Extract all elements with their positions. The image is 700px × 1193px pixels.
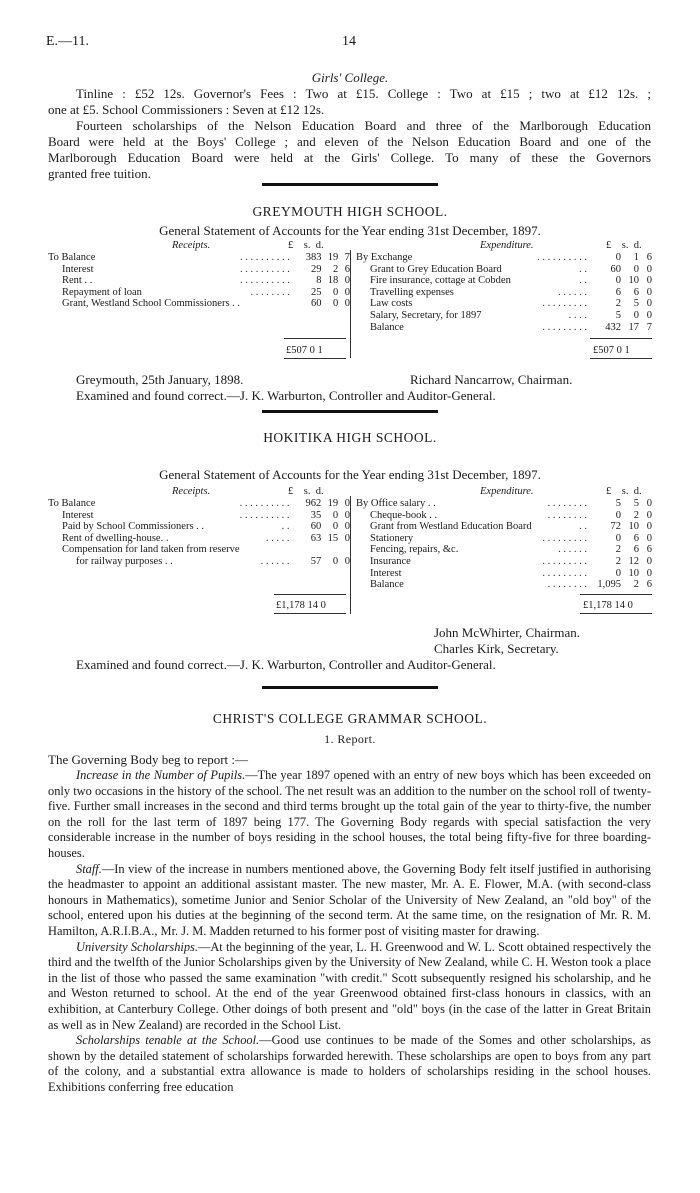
greymouth-place-date: Greymouth, 25th January, 1898. bbox=[76, 372, 244, 387]
amount-shillings bbox=[321, 544, 338, 556]
leader-dots: . . bbox=[579, 521, 587, 533]
greymouth-receipts-head: Receipts. bbox=[172, 240, 211, 251]
paragraph-scholarships bbox=[48, 1033, 651, 1095]
account-label: Balance bbox=[370, 321, 404, 333]
amount-pounds: 29 bbox=[311, 263, 322, 275]
account-label: Paid by School Commissioners . . bbox=[62, 521, 205, 533]
leader-dots bbox=[240, 544, 294, 556]
amount-pounds: 432 bbox=[605, 321, 621, 333]
amount-pounds: 0 bbox=[615, 567, 621, 579]
account-label: Repayment of loan bbox=[62, 286, 142, 298]
amount-pounds: 0 bbox=[615, 532, 621, 544]
account-label: Balance bbox=[370, 579, 404, 591]
amount-shillings: 10 bbox=[628, 275, 639, 287]
amount-pence: 0 bbox=[344, 498, 350, 509]
account-row bbox=[48, 298, 350, 310]
greymouth-statement: General Statement of Accounts for the Year ending 31st December, 1897. bbox=[159, 223, 541, 238]
total-rule bbox=[274, 613, 346, 614]
total-rule bbox=[580, 594, 652, 595]
paragraph-staff bbox=[48, 862, 651, 940]
amount-shillings: 19 bbox=[327, 498, 339, 509]
amount-shillings: 17 bbox=[628, 321, 639, 333]
amount-shillings: 5 bbox=[633, 498, 639, 509]
amount-pounds: 35 bbox=[310, 509, 322, 521]
currency-shilling: s. bbox=[303, 240, 311, 251]
amount-shillings: 6 bbox=[633, 532, 639, 544]
amount-pence: 0 bbox=[646, 509, 652, 521]
leader-dots: . . . . . . . . . . bbox=[240, 252, 290, 263]
account-row bbox=[356, 579, 652, 591]
amount-shillings: 0 bbox=[332, 521, 339, 533]
girls-college-para-line: Marlborough Education Board were held at the Girls' College. To many of these the Governors bbox=[48, 150, 651, 165]
christs-body bbox=[48, 768, 651, 1095]
amount-pence: 0 bbox=[646, 521, 652, 533]
account-label: Law costs bbox=[370, 298, 413, 310]
hokitika-receipts-head: Receipts. bbox=[172, 486, 211, 497]
account-row bbox=[48, 252, 350, 264]
leader-dots: . . bbox=[579, 275, 587, 287]
amount-pence: 0 bbox=[646, 263, 652, 275]
account-row bbox=[356, 264, 652, 276]
leader-dots: . . . . . . . . . bbox=[542, 321, 587, 333]
hokitika-expenditure-head: Expenditure. bbox=[480, 486, 534, 497]
account-row bbox=[356, 298, 652, 310]
amount-shillings: 0 bbox=[332, 555, 339, 567]
hokitika-total-right: £1,178 14 0 bbox=[583, 600, 633, 611]
currency-shilling: s. bbox=[621, 486, 629, 497]
leader-dots: . . . . . . . . bbox=[547, 509, 587, 521]
amount-pence: 6 bbox=[344, 263, 350, 275]
leader-dots: . . . . . . . . bbox=[547, 579, 587, 591]
account-label: Stationery bbox=[370, 532, 414, 544]
paragraph-increase bbox=[48, 768, 651, 862]
amount-shillings: 5 bbox=[633, 298, 639, 310]
amount-pounds: 2 bbox=[615, 555, 621, 567]
account-label: Interest bbox=[62, 263, 94, 275]
amount-pounds: 57 bbox=[310, 555, 322, 567]
amount-shillings: 0 bbox=[333, 298, 339, 310]
leader-dots: . . . . . . . . . bbox=[542, 532, 587, 544]
currency-pound: £ bbox=[606, 240, 612, 251]
leader-dots: . . bbox=[281, 521, 290, 533]
account-row bbox=[356, 287, 652, 299]
greymouth-examined: Examined and found correct.—J. K. Warburton, Controller and Auditor-General. bbox=[76, 388, 496, 403]
currency-pound: £ bbox=[288, 240, 294, 251]
amount-pounds: 60 bbox=[311, 298, 322, 310]
account-label: Travelling expenses bbox=[370, 286, 454, 298]
girls-college-line1: Tinline : £52 12s. Governor's Fees : Two at £15. College : Two at £15 ; two at £12 12s. ; bbox=[76, 86, 651, 101]
account-label: Fencing, repairs, &c. bbox=[370, 544, 459, 556]
hokitika-total-left: £1,178 14 0 bbox=[276, 600, 326, 611]
amount-pounds: 8 bbox=[316, 275, 322, 287]
amount-shillings: 6 bbox=[633, 544, 639, 556]
account-label: Interest bbox=[370, 567, 402, 579]
amount-pence: 0 bbox=[646, 275, 652, 287]
girls-college-para-line: Fourteen scholarships of the Nelson Education Board and three of the Marlborough Education bbox=[76, 118, 651, 133]
leader-dots bbox=[240, 298, 294, 310]
greymouth-title: GREYMOUTH HIGH SCHOOL. bbox=[252, 204, 448, 219]
account-label: Fire insurance, cottage at Cobden bbox=[370, 275, 511, 287]
amount-pence: 6 bbox=[646, 579, 652, 591]
amount-pounds: 5 bbox=[615, 498, 621, 509]
greymouth-expenditure-head: Expenditure. bbox=[480, 240, 534, 251]
hokitika-currency-right bbox=[606, 486, 642, 498]
amount-pence: 0 bbox=[344, 275, 350, 287]
account-label: Insurance bbox=[370, 555, 411, 567]
hokitika-signatory2: Charles Kirk, Secretary. bbox=[434, 641, 559, 656]
hokitika-signatory1: John McWhirter, Chairman. bbox=[434, 625, 581, 640]
amount-pounds: 60 bbox=[610, 263, 621, 275]
account-row bbox=[48, 264, 350, 276]
currency-pound: £ bbox=[288, 486, 294, 497]
account-label: Compensation for land taken from reserve bbox=[62, 544, 240, 556]
amount-pounds: 383 bbox=[305, 252, 322, 263]
account-row bbox=[356, 533, 652, 545]
amount-pounds: 1,095 bbox=[597, 579, 621, 591]
column-divider bbox=[350, 250, 351, 358]
account-row bbox=[356, 252, 652, 264]
girls-college-heading: Girls' College. bbox=[311, 70, 389, 85]
amount-pence bbox=[338, 544, 350, 556]
account-row bbox=[356, 568, 652, 580]
account-row bbox=[356, 544, 652, 556]
section-divider bbox=[262, 410, 438, 413]
leader-dots: . . . . . . bbox=[558, 544, 587, 556]
account-row bbox=[356, 322, 652, 334]
leader-dots: . . . . bbox=[568, 309, 587, 321]
greymouth-expenditure-table bbox=[356, 252, 652, 333]
amount-pence: 0 bbox=[646, 532, 652, 544]
amount-pence: 0 bbox=[646, 498, 652, 509]
christs-report-head: 1. Report. bbox=[324, 732, 376, 746]
amount-shillings: 19 bbox=[327, 252, 339, 263]
amount-pence: 0 bbox=[646, 555, 652, 567]
hokitika-statement: General Statement of Accounts for the Year ending 31st December, 1897. bbox=[159, 467, 541, 482]
account-row bbox=[48, 544, 350, 556]
amount-pence: 0 bbox=[646, 309, 652, 321]
amount-pence: 6 bbox=[646, 252, 652, 263]
greymouth-signatory: Richard Nancarrow, Chairman. bbox=[410, 372, 573, 387]
section-divider bbox=[262, 183, 438, 186]
amount-pence: 7 bbox=[646, 321, 652, 333]
amount-pounds: 63 bbox=[310, 532, 322, 544]
amount-shillings: 10 bbox=[628, 567, 639, 579]
account-row bbox=[48, 498, 350, 510]
account-row bbox=[356, 510, 652, 522]
scholarships-heading: Scholarships tenable at the School. bbox=[76, 1033, 260, 1048]
staff-heading: Staff. bbox=[76, 861, 102, 876]
amount-pence: 0 bbox=[344, 298, 350, 310]
account-row bbox=[48, 533, 350, 545]
account-label: Grant from Westland Education Board bbox=[370, 521, 532, 533]
total-rule bbox=[590, 338, 652, 339]
amount-pence: 0 bbox=[344, 521, 350, 533]
leader-dots: . . . . . . . . . . bbox=[239, 509, 290, 521]
increase-heading: Increase in the Number of Pupils. bbox=[76, 768, 246, 782]
amount-shillings: 18 bbox=[327, 275, 339, 287]
account-row bbox=[356, 556, 652, 568]
amount-pounds: 0 bbox=[615, 252, 621, 263]
account-label: Salary, Secretary, for 1897 bbox=[370, 309, 482, 321]
account-label: Rent . . bbox=[62, 275, 93, 287]
account-label: To Balance bbox=[48, 252, 96, 263]
christs-intro: The Governing Body beg to report :— bbox=[48, 752, 249, 767]
leader-dots: . . . . . . . . bbox=[250, 286, 290, 298]
account-row bbox=[48, 510, 350, 522]
amount-shillings: 1 bbox=[633, 252, 639, 263]
amount-shillings: 10 bbox=[628, 521, 639, 533]
greymouth-currency-left bbox=[288, 240, 324, 252]
leader-dots: . . . . . . . . . bbox=[542, 298, 587, 310]
amount-pounds: 0 bbox=[615, 275, 621, 287]
university-heading: University Scholarships. bbox=[76, 939, 198, 954]
amount-pounds: 2 bbox=[615, 298, 621, 310]
leader-dots: . . . . . . . . . bbox=[542, 555, 587, 567]
hokitika-receipts-table bbox=[48, 498, 350, 568]
amount-pounds bbox=[293, 544, 321, 556]
column-divider bbox=[350, 496, 351, 614]
amount-shillings: 6 bbox=[633, 286, 639, 298]
currency-pence: d. bbox=[633, 240, 642, 251]
leader-dots: . . bbox=[579, 263, 587, 275]
amount-pence: 6 bbox=[646, 544, 652, 556]
amount-pence: 7 bbox=[344, 252, 350, 263]
account-row bbox=[356, 310, 652, 322]
paragraph-university bbox=[48, 940, 651, 1034]
amount-pence: 0 bbox=[344, 532, 350, 544]
leader-dots: . . . . . . . . . bbox=[542, 567, 587, 579]
leader-dots: . . . . . . . . . . bbox=[537, 252, 587, 263]
amount-shillings: 0 bbox=[633, 309, 639, 321]
account-label: Cheque-book . . bbox=[370, 509, 438, 521]
account-row bbox=[48, 287, 350, 299]
amount-shillings: 0 bbox=[633, 263, 639, 275]
total-rule bbox=[580, 613, 652, 614]
greymouth-currency-right bbox=[606, 240, 642, 252]
amount-shillings: 0 bbox=[333, 286, 339, 298]
total-rule bbox=[590, 358, 652, 359]
currency-pence: d. bbox=[315, 240, 324, 251]
girls-college-para-last: granted free tuition. bbox=[48, 166, 151, 181]
leader-dots: . . . . . . . . bbox=[547, 498, 587, 509]
amount-shillings: 15 bbox=[327, 532, 339, 544]
amount-pence: 0 bbox=[646, 286, 652, 298]
currency-pence: d. bbox=[315, 486, 324, 497]
account-row bbox=[356, 275, 652, 287]
amount-pounds: 2 bbox=[615, 544, 621, 556]
leader-dots: . . . . . . bbox=[558, 286, 587, 298]
account-label: Grant, Westland School Commissioners . . bbox=[62, 298, 241, 310]
scholarships-text: —Good use continues to be made of the Somes and other scholarships, as shown by the detailed statement of scholarships forwarded herewith. These scholarships are open to boys from any part of the colony, and a substantial extra allowance is made to holders of scholarships residing in the school houses. Exhibitions conferring free education bbox=[48, 1033, 652, 1094]
account-label: By Office salary . . bbox=[356, 498, 436, 509]
currency-pound: £ bbox=[606, 486, 612, 497]
amount-shillings: 12 bbox=[628, 555, 639, 567]
amount-pounds: 5 bbox=[615, 309, 621, 321]
greymouth-total-left: £507 0 1 bbox=[286, 345, 323, 356]
girls-college-para-line: Board were held at the Boys' College ; and eleven of the Nelson Education Board and one of the bbox=[48, 134, 651, 149]
leader-dots: . . . . . bbox=[265, 532, 290, 544]
amount-pounds: 72 bbox=[610, 521, 621, 533]
account-row bbox=[48, 521, 350, 533]
amount-pence: 0 bbox=[646, 298, 652, 310]
amount-pounds: 6 bbox=[615, 286, 621, 298]
currency-pence: d. bbox=[633, 486, 642, 497]
amount-pence: 0 bbox=[646, 567, 652, 579]
total-rule bbox=[284, 358, 346, 359]
amount-pounds: 0 bbox=[615, 509, 621, 521]
page-code: E.—11. bbox=[46, 34, 90, 49]
staff-text: —In view of the increase in numbers mentioned above, the Governing Body felt itself justified in authorising the headmaster to appoint an additional assistant master. The new master, Mr. A. E. Flower, M.A. (with second-class honours in Mathematics), sometime Junior and Senior Scholar of the University of New Zealand, an "old boy" of the school, entered upon his duties at the beginning of the second term. At the same time, on the resignation of Mr. R. M. Hamilton, A.R.I.B.A., Mr. J. M. Madden returned to his former post of visiting master for drawing. bbox=[48, 861, 651, 938]
amount-shillings: 2 bbox=[633, 579, 639, 591]
account-label: Rent of dwelling-house. . bbox=[62, 532, 169, 544]
greymouth-receipts-table bbox=[48, 252, 350, 310]
section-divider bbox=[262, 686, 438, 689]
amount-shillings: 0 bbox=[332, 509, 339, 521]
account-row bbox=[356, 521, 652, 533]
hokitika-currency-left bbox=[288, 486, 324, 498]
leader-dots: . . . . . . bbox=[260, 555, 290, 567]
account-label: Interest bbox=[62, 509, 94, 521]
total-rule bbox=[274, 594, 346, 595]
greymouth-total-right: £507 0 1 bbox=[593, 345, 630, 356]
amount-shillings: 2 bbox=[633, 509, 639, 521]
account-label: To Balance bbox=[48, 498, 96, 509]
account-label: Grant to Grey Education Board bbox=[370, 263, 502, 275]
amount-pence: 0 bbox=[344, 555, 350, 567]
amount-pounds: 60 bbox=[310, 521, 322, 533]
hokitika-title: HOKITIKA HIGH SCHOOL. bbox=[263, 430, 437, 445]
amount-pence: 0 bbox=[344, 509, 350, 521]
account-label: for railway purposes . . bbox=[76, 555, 173, 567]
increase-text: —The year 1897 opened with an entry of new boys which has been exceeded on only two occasions in the history of the school. The net result was an addition to the number on the school roll of twenty-five. Further small increases in the second and third terms brought up the total gain of the year to thirty-five, the number on the roll for the last term of 1897 being 177. The Governing Body regards with special satisfaction the very considerable increase in the number of boys residing in the school houses, the total being fifty-five for three boarding-houses. bbox=[48, 768, 651, 860]
leader-dots: . . . . . . . . . . bbox=[240, 275, 290, 287]
amount-pounds: 25 bbox=[311, 286, 322, 298]
amount-pounds: 962 bbox=[305, 498, 322, 509]
university-text: —At the beginning of the year, L. H. Greenwood and W. L. Scott obtained respectively the third and the twelfth of the Junior Scholarships given by the University of New Zealand, while C. H. Weston took a place in the list of those who passed the same examination "with credit." Scott subsequently resigned his scholarship, and he and Weston returned to school. At the end of the year Greenwood obtained first-class honours in classics, with an exhibition, at Canterbury College. Other doings of both present and "old" boys (in the case of the latter in Great Britain as well as in New Zealand) are recorded in the School List. bbox=[48, 939, 651, 1032]
amount-shillings: 2 bbox=[333, 263, 339, 275]
hokitika-expenditure-table bbox=[356, 498, 652, 591]
amount-pence: 0 bbox=[344, 286, 350, 298]
account-row bbox=[48, 275, 350, 287]
leader-dots: . . . . . . . . . . bbox=[240, 263, 290, 275]
currency-shilling: s. bbox=[621, 240, 629, 251]
total-rule bbox=[284, 338, 346, 339]
christs-title: CHRIST'S COLLEGE GRAMMAR SCHOOL. bbox=[212, 711, 488, 726]
account-label: By Exchange bbox=[356, 252, 413, 263]
account-row bbox=[356, 498, 652, 510]
leader-dots: . . . . . . . . . . bbox=[239, 498, 290, 509]
page-number: 14 bbox=[342, 34, 356, 49]
girls-college-line2: one at £5. School Commissioners : Seven at £12 12s. bbox=[48, 102, 325, 117]
currency-shilling: s. bbox=[303, 486, 311, 497]
hokitika-examined: Examined and found correct.—J. K. Warburton, Controller and Auditor-General. bbox=[76, 657, 496, 672]
account-row bbox=[48, 556, 350, 568]
